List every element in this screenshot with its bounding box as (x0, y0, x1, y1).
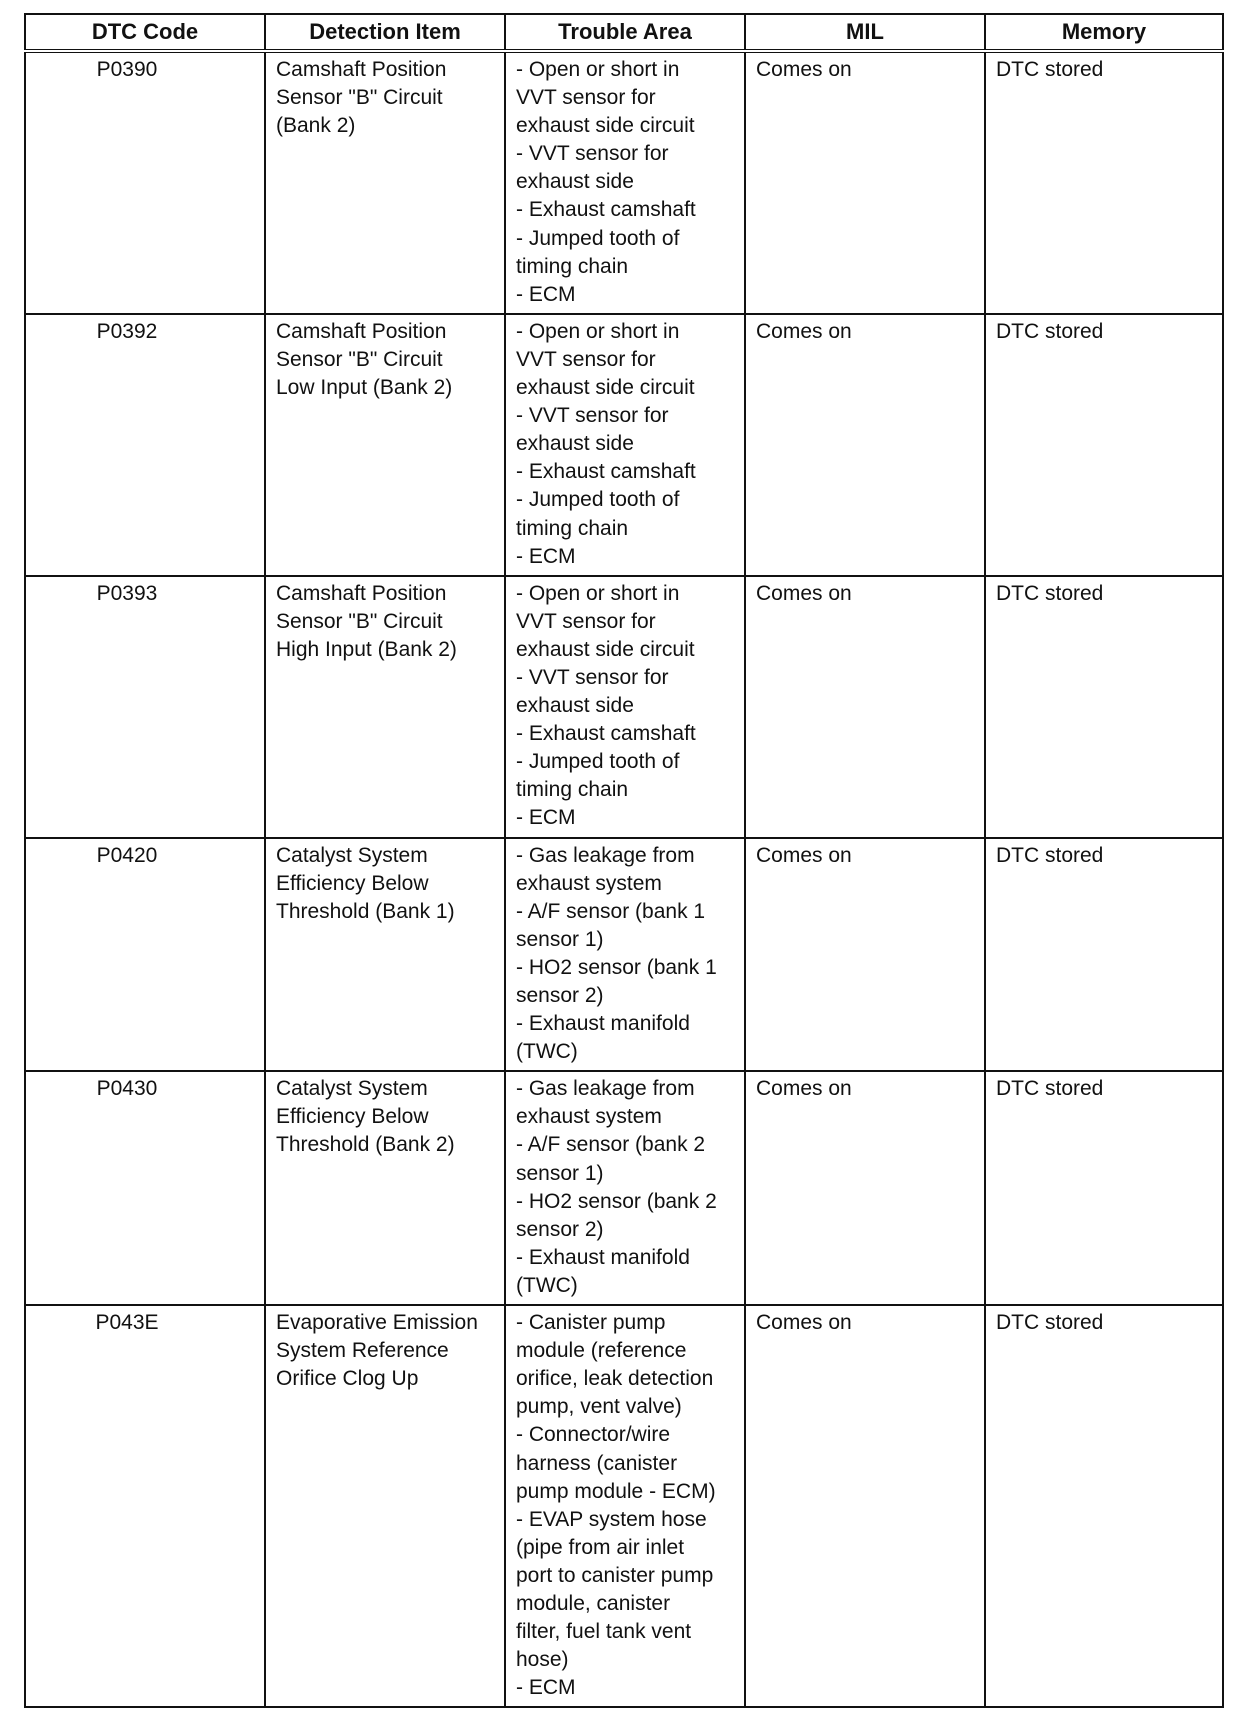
mil-cell: Comes on (745, 314, 985, 576)
mil-cell: Comes on (745, 576, 985, 838)
table-header (25, 14, 1223, 51)
table-row (25, 838, 1223, 1072)
header-detection-item: Detection Item (265, 14, 505, 51)
detection-item-cell: Camshaft Position Sensor "B" Circuit Low Input (Bank 2) (265, 314, 505, 576)
dtc-code-cell: P043E (25, 1305, 265, 1707)
table-row (25, 576, 1223, 838)
mil-cell: Comes on (745, 51, 985, 314)
memory-cell: DTC stored (985, 838, 1223, 1072)
table-row (25, 314, 1223, 576)
mil-cell: Comes on (745, 1071, 985, 1305)
dtc-code-cell: P0420 (25, 838, 265, 1072)
trouble-area-cell: - Canister pump module (reference orifice, leak detection pump, vent valve) - Connector/wire harness (canister pump module - ECM) - EVAP system hose (pipe from air inlet port to canister pump module, canister filter, fuel tank vent hose) - ECM (505, 1305, 745, 1707)
detection-item-cell: Catalyst System Efficiency Below Threshold (Bank 1) (265, 838, 505, 1072)
memory-cell: DTC stored (985, 1071, 1223, 1305)
trouble-area-cell: - Open or short in VVT sensor for exhaust side circuit - VVT sensor for exhaust side - Exhaust camshaft - Jumped tooth of timing chain - ECM (505, 576, 745, 838)
dtc-code-cell: P0390 (25, 51, 265, 314)
mil-cell: Comes on (745, 1305, 985, 1707)
header-mil: MIL (745, 14, 985, 51)
trouble-area-cell: - Open or short in VVT sensor for exhaust side circuit - VVT sensor for exhaust side - Exhaust camshaft - Jumped tooth of timing chain - ECM (505, 51, 745, 314)
memory-cell: DTC stored (985, 576, 1223, 838)
memory-cell: DTC stored (985, 51, 1223, 314)
header-dtc-code: DTC Code (25, 14, 265, 51)
trouble-area-cell: - Gas leakage from exhaust system - A/F sensor (bank 1 sensor 1) - HO2 sensor (bank 1 sensor 2) - Exhaust manifold (TWC) (505, 838, 745, 1072)
table-row (25, 1305, 1223, 1707)
dtc-code-cell: P0392 (25, 314, 265, 576)
dtc-table (24, 13, 1224, 1708)
table-row (25, 1071, 1223, 1305)
detection-item-cell: Camshaft Position Sensor "B" Circuit High Input (Bank 2) (265, 576, 505, 838)
table-row (25, 51, 1223, 314)
header-memory: Memory (985, 14, 1223, 51)
trouble-area-cell: - Open or short in VVT sensor for exhaust side circuit - VVT sensor for exhaust side - Exhaust camshaft - Jumped tooth of timing chain - ECM (505, 314, 745, 576)
dtc-code-cell: P0430 (25, 1071, 265, 1305)
mil-cell: Comes on (745, 838, 985, 1072)
dtc-code-cell: P0393 (25, 576, 265, 838)
table-body (25, 51, 1223, 1707)
detection-item-cell: Catalyst System Efficiency Below Threshold (Bank 2) (265, 1071, 505, 1305)
memory-cell: DTC stored (985, 314, 1223, 576)
detection-item-cell: Evaporative Emission System Reference Orifice Clog Up (265, 1305, 505, 1707)
detection-item-cell: Camshaft Position Sensor "B" Circuit (Bank 2) (265, 51, 505, 314)
header-row (25, 14, 1223, 51)
trouble-area-cell: - Gas leakage from exhaust system - A/F sensor (bank 2 sensor 1) - HO2 sensor (bank 2 sensor 2) - Exhaust manifold (TWC) (505, 1071, 745, 1305)
header-trouble-area: Trouble Area (505, 14, 745, 51)
memory-cell: DTC stored (985, 1305, 1223, 1707)
